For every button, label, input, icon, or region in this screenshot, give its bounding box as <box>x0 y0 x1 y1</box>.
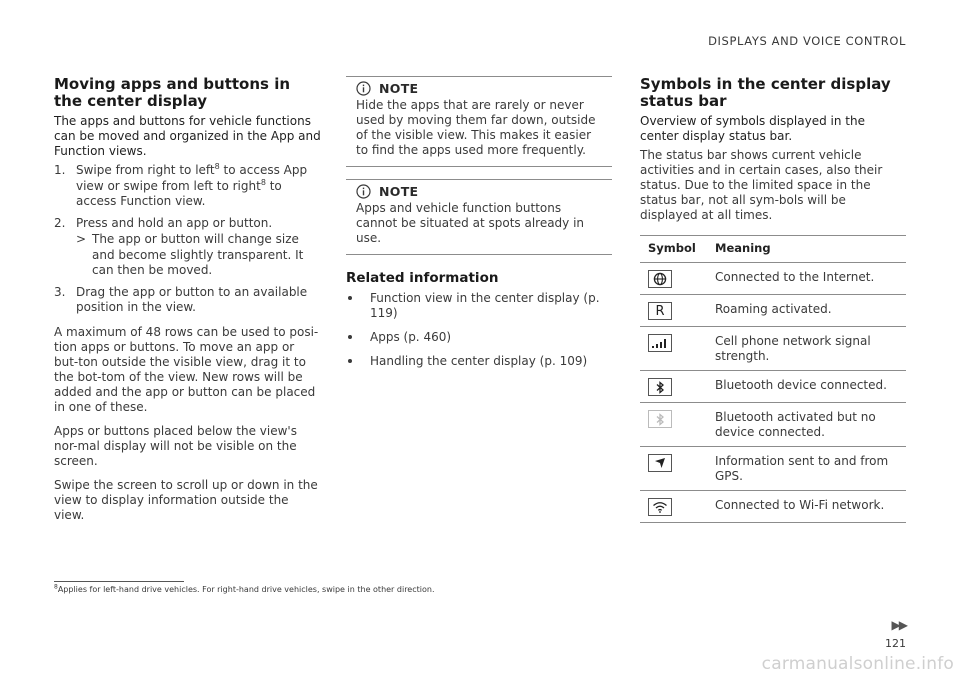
section-header: DISPLAYS AND VOICE CONTROL <box>708 34 906 48</box>
related-information-title: Related information <box>346 270 499 286</box>
note-text: Apps and vehicle function buttons cannot be situated at spots already in use. <box>356 201 585 245</box>
footnote-divider <box>54 581 184 582</box>
related-link[interactable]: Apps (p. 460) <box>346 330 612 345</box>
paragraph: A maximum of 48 rows can be used to posi-tion apps or buttons. To move an app or but-ton outside the visible view, drag it to the bot-tom of the view. New rows will be added and the app or button can be placed in one of these. <box>54 324 319 414</box>
step-1: 1. Swipe from right to left$^8$ to access App view or swipe from left to right$^8$ to access Function view. <box>54 162 308 208</box>
table-row: R Roaming activated. <box>640 295 906 327</box>
step-2: 2. Press and hold an app or button. <box>54 215 273 230</box>
related-link[interactable]: Function view in the center display (p. 119) <box>346 291 612 321</box>
symbol-header: Symbol <box>640 236 715 263</box>
note-title: NOTE <box>379 81 419 96</box>
symbol-table <box>640 235 906 523</box>
info-icon <box>356 81 371 96</box>
intro-paragraph: The status bar shows current vehicle activities and in certain cases, also their status. Due to the limited space in the status bar, not all sym-bols will be displayed at all times. <box>640 148 883 222</box>
section-title: Moving apps and buttons in the center display <box>54 75 291 110</box>
table-row: Connected to the Internet. <box>640 263 906 295</box>
step-2-result: > The app or button will change size and become slightly transparent. It can then be moved. <box>76 232 304 277</box>
section-subtitle: Overview of symbols displayed in the center display status bar. <box>640 114 865 143</box>
paragraph: Apps or buttons placed below the view's nor-mal display will not be visible on the screen. <box>54 423 297 468</box>
related-link[interactable]: Handling the center display (p. 109) <box>346 354 612 369</box>
bluetooth-inactive-icon <box>648 410 672 428</box>
bluetooth-icon <box>648 378 672 396</box>
wifi-icon <box>648 498 672 516</box>
table-row: Information sent to and from GPS. <box>640 447 906 491</box>
page-number: 121 <box>885 637 906 650</box>
note-title: NOTE <box>379 184 419 199</box>
step-list <box>54 163 322 316</box>
table-row: Connected to Wi-Fi network. <box>640 491 906 523</box>
section-subtitle: The apps and buttons for vehicle functions can be moved and organized in the App and Function views. <box>54 114 321 158</box>
footnote: $^8$Applies for left-hand drive vehicles. For right-hand drive vehicles, swipe in the other direction. <box>54 583 435 594</box>
next-page-icon[interactable]: ▶▶ <box>891 618 906 632</box>
note-box <box>346 76 612 167</box>
paragraph: Swipe the screen to scroll up or down in the view to display information outside the view. <box>54 477 318 522</box>
notes-section <box>346 76 612 378</box>
meaning-header: Meaning <box>715 236 906 263</box>
table-row: Bluetooth activated but no device connected. <box>640 403 906 447</box>
note-box <box>346 179 612 255</box>
status-bar-symbols-section <box>640 76 906 523</box>
table-row: Bluetooth device connected. <box>640 371 906 403</box>
note-text: Hide the apps that are rarely or never used by moving them far down, outside of the visible view. This makes it easier to find the apps used more frequently. <box>356 98 596 157</box>
watermark: carmanualsonline.info <box>761 654 954 674</box>
footnote-ref[interactable]: 8 <box>260 177 266 187</box>
info-icon <box>356 184 371 199</box>
section-title: Symbols in the center display status bar <box>640 75 891 110</box>
gps-arrow-icon <box>648 454 672 472</box>
signal-strength-icon <box>648 334 672 352</box>
step-3: 3. Drag the app or button to an available position in the view. <box>54 284 308 314</box>
moving-apps-section <box>54 76 322 523</box>
footnote-ref[interactable]: 8 <box>214 162 220 171</box>
globe-icon <box>648 270 672 288</box>
roaming-icon: R <box>648 302 672 320</box>
table-row: Cell phone network signal strength. <box>640 327 906 371</box>
